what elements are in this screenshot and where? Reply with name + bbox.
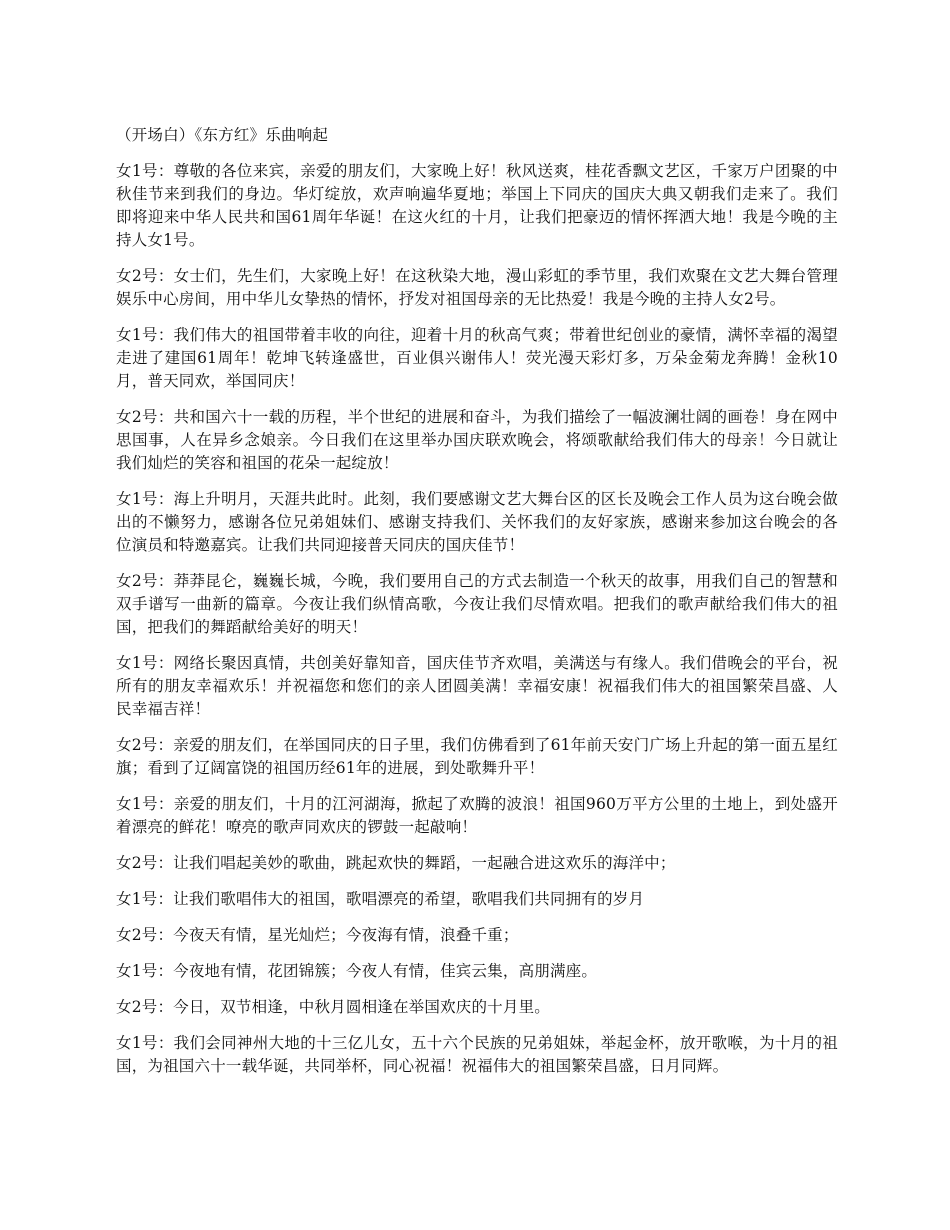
paragraph: 女1号：我们伟大的祖国带着丰收的向往，迎着十月的秋高气爽；带着世纪创业的豪情，满怀幸福的渴望走进了建国61周年！乾坤飞转逢盛世，百业俱兴谢伟人！荧光漫天彩灯多，万朵金菊龙奔腾！金秋10月，普天同欢，举国同庆！	[116, 326, 838, 390]
paragraph: 女2号：莽莽昆仑，巍巍长城，今晚，我们要用自己的方式去制造一个秋天的故事，用我们自己的智慧和双手谱写一曲新的篇章。今夜让我们纵情高歌，今夜让我们尽情欢唱。把我们的歌声献给我们伟大的祖国，把我们的舞蹈献给美好的明天！	[116, 572, 838, 636]
paragraph: 女1号：今夜地有情，花团锦簇；今夜人有情，佳宾云集，高朋满座。	[116, 962, 598, 980]
paragraph: 女1号：亲爱的朋友们，十月的江河湖海，掀起了欢腾的波浪！祖国960万平方公里的土地上，到处盛开着漂亮的鲜花！嘹亮的歌声同欢庆的锣鼓一起敲响！	[116, 795, 838, 836]
paragraph: 女2号：今日，双节相逢，中秋月圆相逢在举国欢庆的十月里。	[116, 998, 550, 1016]
paragraph: 女1号：让我们歌唱伟大的祖国，歌唱漂亮的希望，歌唱我们共同拥有的岁月	[116, 890, 645, 908]
document-body	[116, 124, 838, 1091]
paragraph: 女2号：让我们唱起美妙的歌曲，跳起欢快的舞蹈，一起融合进这欢乐的海洋中；	[116, 854, 676, 872]
paragraph: 女2号：女士们，先生们，大家晚上好！在这秋染大地，漫山彩虹的季节里，我们欢聚在文艺大舞台管理娱乐中心房间，用中华儿女挚热的情怀，抒发对祖国母亲的无比热爱！我是今晚的主持人女2号。	[116, 267, 838, 308]
paragraph: 女2号：今夜天有情，星光灿烂；今夜海有情，浪叠千重；	[116, 926, 519, 944]
paragraph-opening: （开场白）《东方红》乐曲响起	[116, 126, 329, 144]
paragraph: 女1号：我们会同神州大地的十三亿儿女，五十六个民族的兄弟姐妹，举起金杯，放开歌喉，为十月的祖国，为祖国六十一载华诞，共同举杯，同心祝福！祝福伟大的祖国繁荣昌盛，日月同辉。	[116, 1034, 838, 1075]
paragraph: 女1号：网络长聚因真情，共创美好靠知音，国庆佳节齐欢唱，美满送与有缘人。我们借晚会的平台，祝所有的朋友幸福欢乐！并祝福您和您们的亲人团圆美满！幸福安康！祝福我们伟大的祖国繁荣昌盛、人民幸福吉祥！	[116, 654, 838, 718]
paragraph: 女1号：海上升明月，天涯共此时。此刻，我们要感谢文艺大舞台区的区长及晚会工作人员为这台晚会做出的不懒努力，感谢各位兄弟姐妹们、感谢支持我们、关怀我们的友好家族，感谢来参加这台晚会的各位演员和特邀嘉宾。让我们共同迎接普天同庆的国庆佳节！	[116, 490, 838, 554]
paragraph: 女2号：亲爱的朋友们，在举国同庆的日子里，我们仿佛看到了61年前天安门广场上升起的第一面五星红旗；看到了辽阔富饶的祖国历经61年的进展，到处歌舞升平！	[116, 736, 838, 777]
paragraph: 女2号：共和国六十一载的历程，半个世纪的进展和奋斗，为我们描绘了一幅波澜壮阔的画卷！身在网中思国事，人在异乡念娘亲。今日我们在这里举办国庆联欢晚会，将颂歌献给我们伟大的母亲！今日就让我们灿烂的笑容和祖国的花朵一起绽放！	[116, 408, 838, 472]
paragraph: 女1号：尊敬的各位来宾，亲爱的朋友们，大家晚上好！秋风送爽，桂花香飘文艺区，千家万户团聚的中秋佳节来到我们的身边。华灯绽放，欢声响遍华夏地；举国上下同庆的国庆大典又朝我们走来了。我们即将迎来中华人民共和国61周年华诞！在这火红的十月，让我们把豪迈的情怀挥洒大地！我是今晚的主持人女1号。	[116, 162, 838, 249]
